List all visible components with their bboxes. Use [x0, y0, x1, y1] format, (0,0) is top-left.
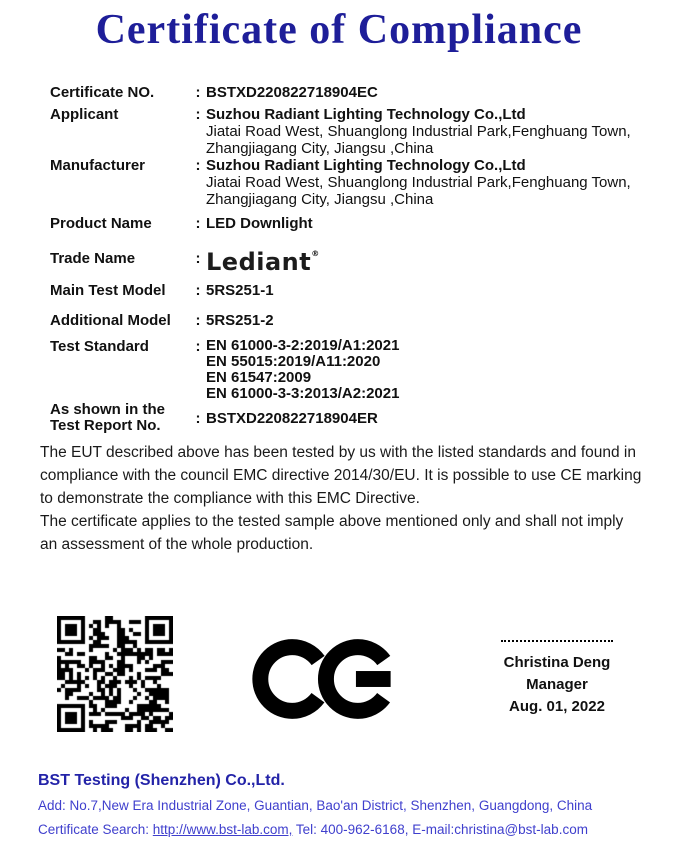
signature-block — [496, 640, 618, 718]
qr-code — [57, 616, 173, 732]
test-standard-item: EN 61547:2009 — [206, 369, 312, 386]
test-report-no-label — [50, 402, 190, 434]
page-title: Certificate of Compliance — [95, 7, 583, 53]
field-row-certificate-no — [50, 84, 635, 101]
colon-separator: : — [195, 84, 201, 101]
issuer-address: Add: No.7,New Era Industrial Zone, Guantian, Bao'an District, Shenzhen, Guangdong, China — [38, 798, 593, 813]
applicant-name: Suzhou Radiant Lighting Technology Co.,Ltd — [206, 106, 526, 123]
field-row-additional-model — [50, 312, 635, 329]
certificate-no-label: Certificate NO. — [50, 84, 155, 101]
registered-mark-icon: ® — [311, 249, 320, 258]
signer-role: Manager — [526, 676, 588, 693]
ce-mark-icon — [250, 632, 400, 726]
issuer-footer — [38, 772, 653, 837]
manufacturer-value — [206, 157, 635, 208]
trade-name-logo-text: Lediant — [206, 248, 312, 276]
test-standard-item: EN 61000-3-3:2013/A2:2021 — [206, 385, 400, 402]
signature-date: Aug. 01, 2022 — [509, 698, 605, 715]
test-report-no-label-line2: Test Report No. — [50, 417, 161, 434]
colon-separator: : — [195, 215, 201, 232]
field-row-main-test-model — [50, 282, 635, 299]
issuer-company-name: BST Testing (Shenzhen) Co.,Ltd. — [38, 772, 285, 789]
colon-separator: : — [195, 282, 201, 299]
test-report-no-label-line1: As shown in the — [50, 401, 166, 418]
manufacturer-address-line1: Jiatai Road West, Shuanglong Industrial Park,Fenghuang Town, — [206, 174, 631, 191]
field-row-trade-name — [50, 241, 635, 275]
trade-name-label: Trade Name — [50, 249, 136, 267]
statement-paragraph-2: The certificate applies to the tested sample above mentioned only and shall not imply an assessment of the whole production. — [40, 513, 624, 553]
test-standard-item: EN 61000-3-2:2019/A1:2021 — [206, 337, 400, 354]
applicant-label: Applicant — [50, 106, 119, 123]
field-row-manufacturer — [50, 157, 635, 208]
colon-separator: : — [195, 312, 201, 329]
signature-dotted-line — [501, 640, 613, 642]
additional-model-value: 5RS251-2 — [206, 312, 274, 329]
certificate-search-label: Certificate Search: — [38, 822, 153, 837]
compliance-statement — [40, 441, 642, 556]
field-row-product-name — [50, 215, 635, 232]
main-test-model-value: 5RS251-1 — [206, 282, 274, 299]
colon-separator: : — [195, 106, 201, 123]
field-row-applicant — [50, 106, 635, 157]
additional-model-label: Additional Model — [50, 312, 171, 329]
issuer-tel-email: Tel: 400-962-6168, E-mail:christina@bst-lab.com — [292, 822, 588, 837]
field-row-test-standard — [50, 338, 635, 402]
manufacturer-label: Manufacturer — [50, 157, 146, 174]
trade-name-logo — [206, 241, 635, 275]
colon-separator: : — [195, 157, 201, 174]
main-test-model-label: Main Test Model — [50, 282, 166, 299]
colon-separator: : — [195, 409, 201, 427]
test-standard-item: EN 55015:2019/A11:2020 — [206, 353, 381, 370]
test-report-no-value: BSTXD220822718904ER — [206, 409, 378, 427]
test-standard-list — [206, 338, 635, 402]
certificate-search-link[interactable]: http://www.bst-lab.com, — [152, 822, 293, 837]
field-row-test-report-no — [50, 402, 635, 434]
colon-separator: : — [195, 249, 201, 267]
applicant-address-line1: Jiatai Road West, Shuanglong Industrial Park,Fenghuang Town, — [206, 123, 631, 140]
colon-separator: : — [195, 338, 201, 355]
product-name-value: LED Downlight — [206, 215, 313, 232]
signer-name: Christina Deng — [503, 654, 611, 671]
certificate-details — [50, 84, 635, 434]
product-name-label: Product Name — [50, 215, 152, 232]
issuer-contact-line — [38, 822, 653, 837]
test-standard-label: Test Standard — [50, 338, 149, 355]
manufacturer-address-line2: Zhangjiagang City, Jiangsu ,China — [206, 191, 434, 208]
statement-paragraph-1: The EUT described above has been tested by us with the listed standards and found in compliance with the council EMC directive 2014/30/EU. It is possible to use CE marking to demonstrate the compliance with this EMC Directive. — [40, 444, 642, 507]
manufacturer-name: Suzhou Radiant Lighting Technology Co.,Ltd — [206, 157, 526, 174]
certificate-no-value: BSTXD220822718904EC — [206, 84, 378, 101]
applicant-address-line2: Zhangjiagang City, Jiangsu ,China — [206, 140, 434, 157]
applicant-value — [206, 106, 635, 157]
